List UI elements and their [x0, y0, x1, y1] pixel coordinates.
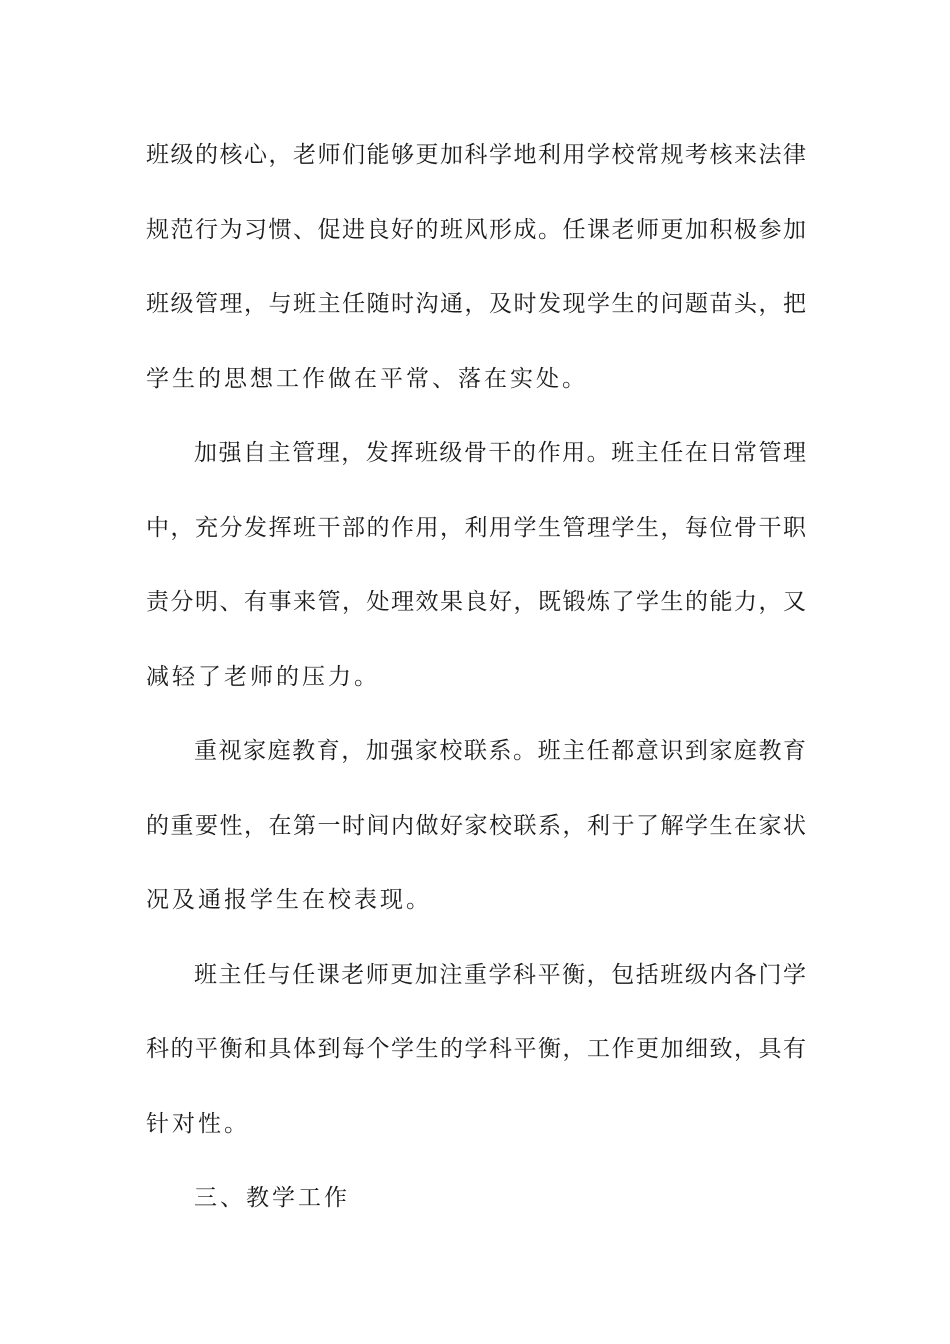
text-line: 针对性。: [146, 1110, 250, 1137]
section-heading: [146, 1161, 806, 1236]
text-line: 重视家庭教育，加强家校联系。班主任都意识到家庭教育: [194, 738, 806, 764]
paragraph-family-education: [146, 714, 806, 938]
text-line: 班级的核心，老师们能够更加科学地利用学校常规考核来法律: [146, 142, 806, 168]
text-line: 的重要性，在第一时间内做好家校联系，利于了解学生在家状: [146, 812, 806, 839]
text-line: 况及通报学生在校表现。: [146, 887, 432, 913]
section-heading-text: 三、教学工作: [194, 1185, 350, 1211]
document-body: [146, 118, 806, 1236]
text-line: 学生的思想工作做在平常、落在实处。: [146, 365, 588, 392]
text-line: 规范行为习惯、促进良好的班风形成。任课老师更加积极参加: [146, 216, 806, 243]
text-line: 班级管理，与班主任随时沟通，及时发现学生的问题苗头，把: [146, 291, 806, 317]
text-line: 中，充分发挥班干部的作用，利用学生管理学生，每位骨干职: [146, 514, 806, 541]
text-line: 责分明、有事来管，处理效果良好，既锻炼了学生的能力，又: [146, 589, 806, 615]
text-line: 减轻了老师的压力。: [146, 663, 380, 690]
paragraph-self-management: [146, 416, 806, 714]
paragraph-subject-balance: [146, 938, 806, 1162]
text-line: 班主任与任课老师更加注重学科平衡，包括班级内各门学: [194, 961, 806, 988]
paragraph-class-core: [146, 118, 806, 416]
text-line: 加强自主管理，发挥班级骨干的作用。班主任在日常管理: [194, 440, 806, 466]
text-line: 科的平衡和具体到每个学生的学科平衡，工作更加细致，具有: [146, 1036, 806, 1062]
